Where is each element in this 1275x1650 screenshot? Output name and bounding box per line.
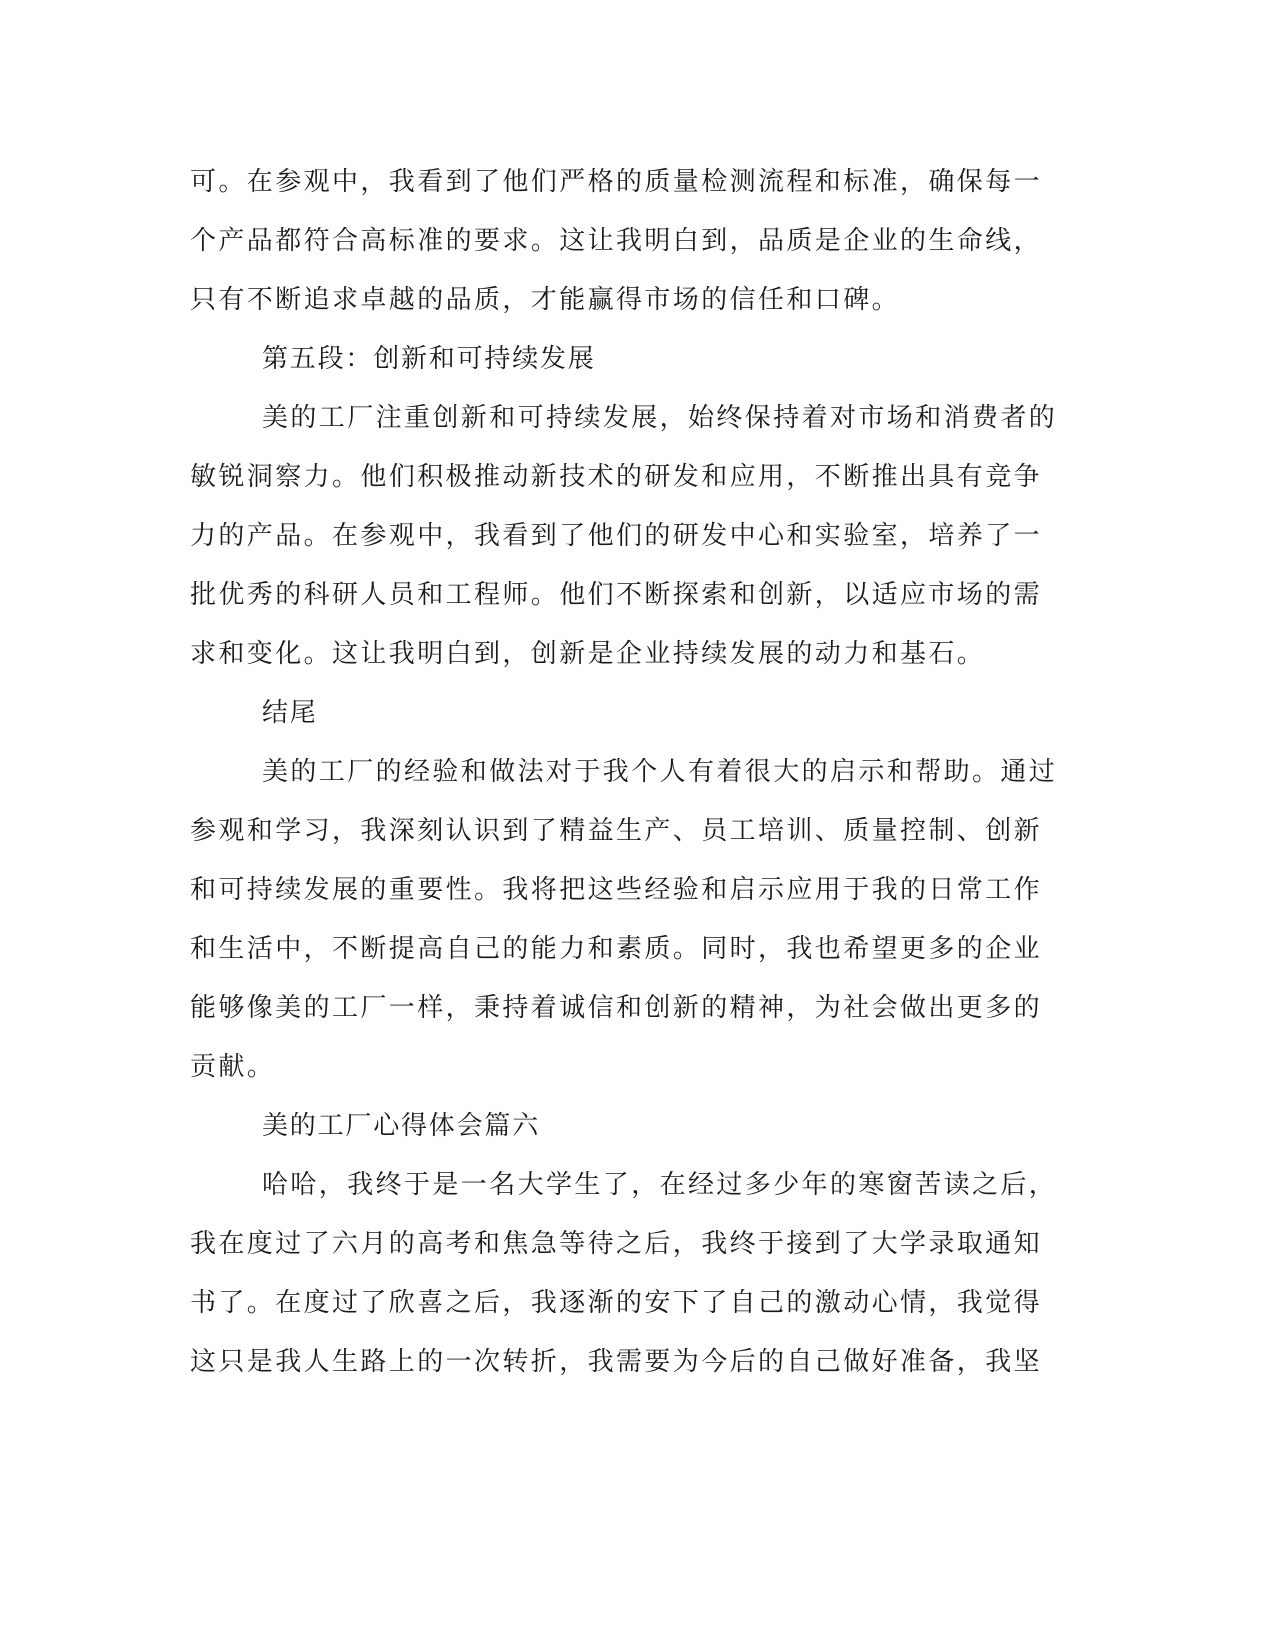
paragraph-line: 美的工厂注重创新和可持续发展，始终保持着对市场和消费者的 (262, 403, 1058, 433)
paragraph-line: 敏锐洞察力。他们积极推动新技术的研发和应用，不断推出具有竞争 (190, 462, 1043, 492)
paragraph-line: 批优秀的科研人员和工程师。他们不断探索和创新，以适应市场的需 (190, 580, 1043, 610)
paragraph-line: 能够像美的工厂一样，秉持着诚信和创新的精神，为社会做出更多的 (190, 993, 1043, 1023)
paragraph-line: 求和变化。这让我明白到，创新是企业持续发展的动力和基石。 (190, 639, 986, 669)
paragraph-line: 参观和学习，我深刻认识到了精益生产、员工培训、质量控制、创新 (190, 816, 1043, 846)
paragraph-line: 这只是我人生路上的一次转折，我需要为今后的自己做好准备，我坚 (190, 1347, 1043, 1377)
paragraph-line: 贡献。 (190, 1052, 276, 1082)
paragraph-line: 书了。在度过了欣喜之后，我逐渐的安下了自己的激动心情，我觉得 (190, 1288, 1043, 1318)
paragraph-line: 美的工厂的经验和做法对于我个人有着很大的启示和帮助。通过 (262, 757, 1058, 787)
paragraph-line: 可。在参观中，我看到了他们严格的质量检测流程和标准，确保每一 (190, 167, 1043, 197)
paragraph-line: 力的产品。在参观中，我看到了他们的研发中心和实验室，培养了一 (190, 521, 1043, 551)
paragraph-line: 哈哈，我终于是一名大学生了，在经过多少年的寒窗苦读之后， (262, 1170, 1058, 1200)
section-heading: 美的工厂心得体会篇六 (262, 1111, 541, 1141)
paragraph-line: 个产品都符合高标准的要求。这让我明白到，品质是企业的生命线， (190, 226, 1043, 256)
section-heading: 结尾 (262, 698, 318, 728)
section-heading: 第五段：创新和可持续发展 (262, 344, 596, 374)
paragraph-line: 和生活中，不断提高自己的能力和素质。同时，我也希望更多的企业 (190, 934, 1043, 964)
paragraph-line: 只有不断追求卓越的品质，才能赢得市场的信任和口碑。 (190, 285, 901, 315)
paragraph-line: 我在度过了六月的高考和焦急等待之后，我终于接到了大学录取通知 (190, 1229, 1043, 1259)
paragraph-line: 和可持续发展的重要性。我将把这些经验和启示应用于我的日常工作 (190, 875, 1043, 905)
